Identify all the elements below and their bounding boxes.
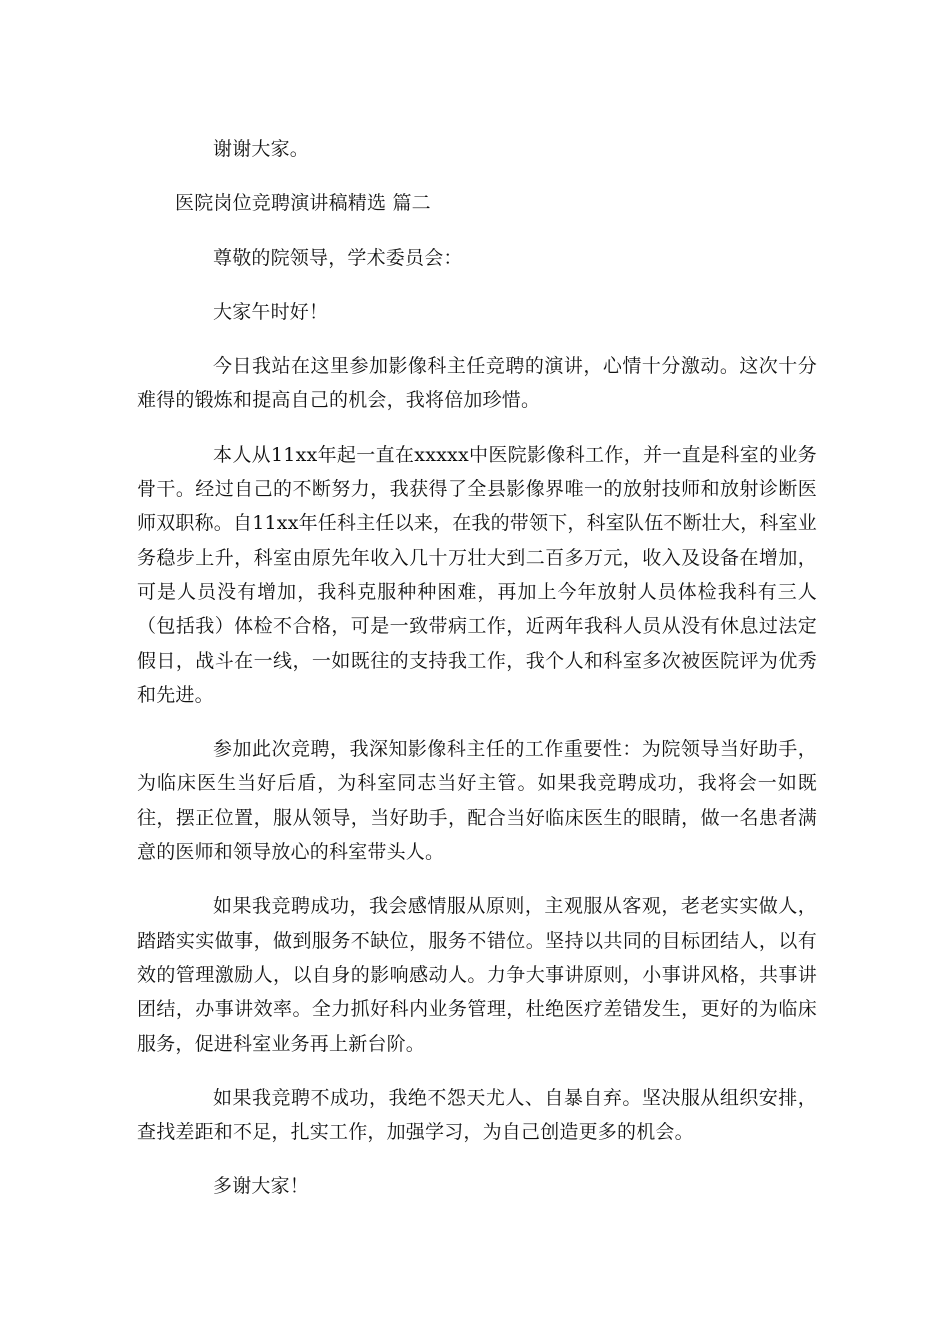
paragraph-background: 本人从11xx年起一直在xxxxx中医院影像科工作，并一直是科室的业务骨干。经过自己的不断努力，我获得了全县影像界唯一的放射技师和放射诊断医师双职称。自11xx年任科主任以来，在我的带领下，科室队伍不断壮大，科室业务稳步上升，科室由原先年收入几十万壮大到二百多万元，收入及设备在增加，可是人员没有增加，我科克服种种困难，再加上今年放射人员体检我科有三人（包括我）体检不合格，可是一致带病工作，近两年我科人员从没有休息过法定假日，战斗在一线，一如既往的支持我工作，我个人和科室多次被医院评为优秀和先进。 [137,443,818,706]
paragraph-role-importance: 参加此次竞聘，我深知影像科主任的工作重要性：为院领导当好助手，为临床医生当好后盾，为科室同志当好主管。如果我竞聘成功，我将会一如既往，摆正位置，服从领导，当好助手，配合当好临床医生的眼睛，做一名患者满意的医师和领导放心的科室带头人。 [137,738,817,864]
paragraph-if-success: 如果我竞聘成功，我会感情服从原则，主观服从客观，老老实实做人，踏踏实实做事，做到服务不缺位，服务不错位。坚持以共同的目标团结人，以有效的管理激励人，以自身的影响感动人。力争大事讲原则，小事讲风格，共事讲团结，办事讲效率。全力抓好科内业务管理，杜绝医疗差错发生，更好的为临床服务，促进科室业务再上新台阶。 [137,895,817,1055]
paragraph-intro: 今日我站在这里参加影像科主任竞聘的演讲，心情十分激动。这次十分难得的锻炼和提高自己的机会，我将倍加珍惜。 [137,355,817,412]
paragraph-if-fail: 如果我竞聘不成功，我绝不怨天尤人、自暴自弃。坚决服从组织安排，查找差距和不足，扎实工作，加强学习，为自己创造更多的机会。 [137,1086,817,1144]
closing-thanks-1: 谢谢大家。 [213,138,310,160]
document-body [137,132,817,1224]
greeting: 大家午时好！ [213,300,329,323]
section-title: 医院岗位竞聘演讲稿精选 篇二 [175,192,431,215]
salutation: 尊敬的院领导，学术委员会： [213,246,463,269]
closing-thanks-2: 多谢大家！ [213,1175,310,1198]
